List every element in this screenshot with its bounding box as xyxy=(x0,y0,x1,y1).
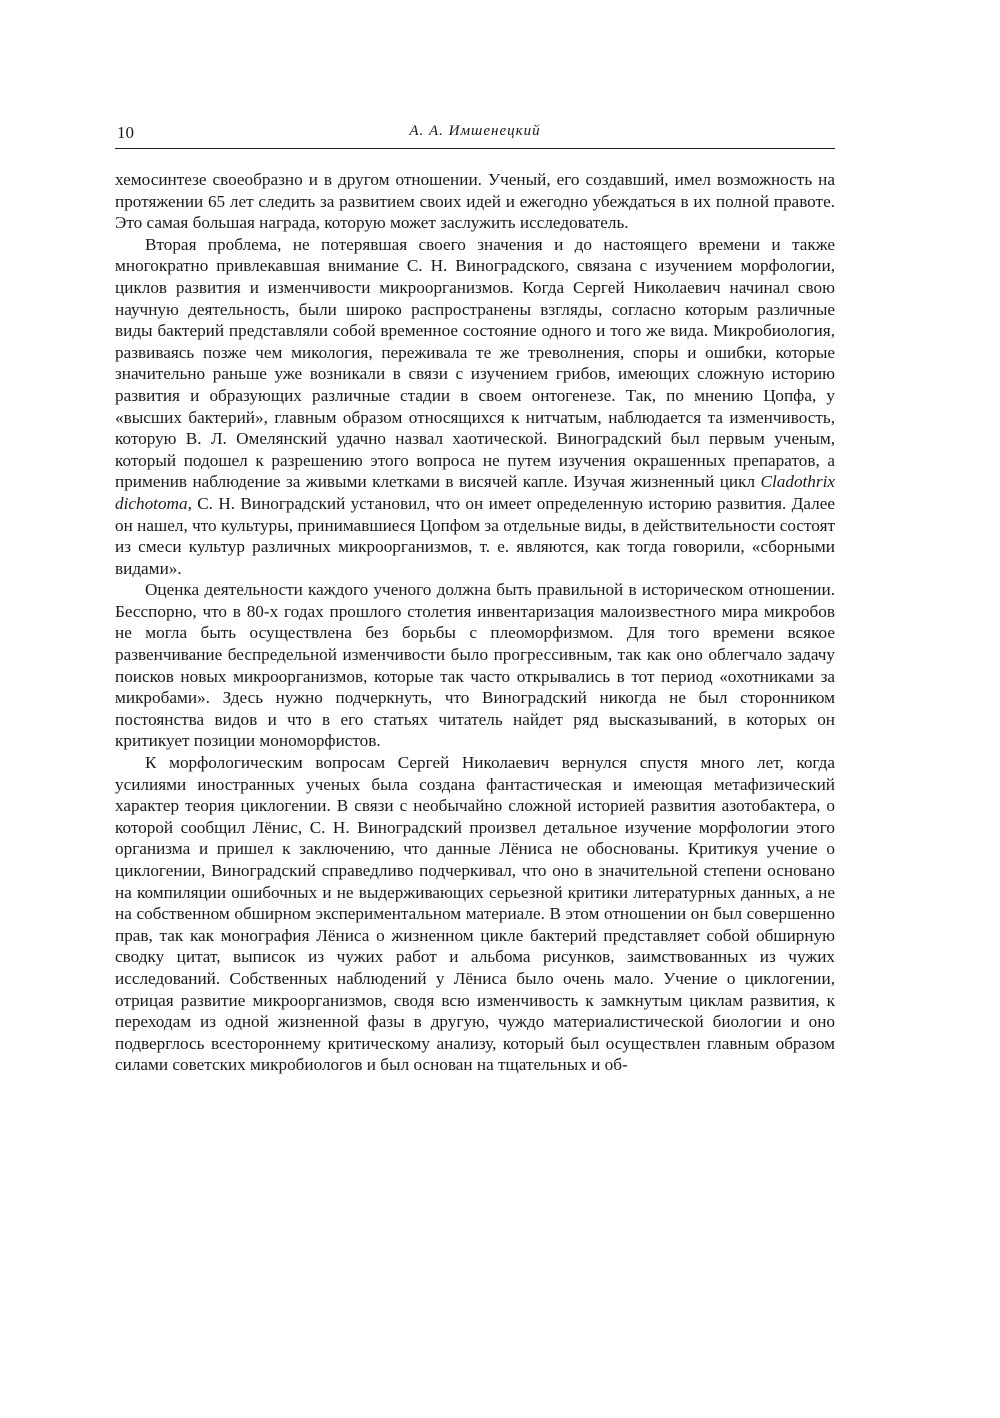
paragraph-2-text-start: Вторая проблема, не потерявшая своего значения и до настоящего времени и также многократно привлекавшая внимание С. Н. Виноградского, связана с изучением морфологии, циклов развития и изменчивости микроорганизмов. Когда Сергей Николаевич начинал свою научную деятельность, были широко распространены взгляды, согласно которым различные виды бактерий представляли собой временное состояние одного и того же вида. Микробиология, развиваясь позже чем микология, переживала те же треволнения, споры и ошибки, которые значительно раньше уже возникали в связи с изучением грибов, имеющих сложную историю развития и образующих различные стадии в своем онтогенезе. Так, по мнению Цопфа, у «высших бактерий», главным образом относящихся к нитчатым, наблюдается та изменчивость, которую В. Л. Омелянский удачно назвал хаотической. Виноградский был первым ученым, который подошел к разрешению этого вопроса не путем изучения окрашенных препаратов, а применив наблюдение за живыми клетками в висячей капле. Изучая жизненный цикл xyxy=(115,234,835,492)
running-title: А. А. Имшенецкий xyxy=(409,123,541,139)
species-name: Cladothrix dichotoma xyxy=(115,472,835,513)
paragraph-3: Оценка деятельности каждого ученого должна быть правильной в историческом отношении. Бесспорно, что в 80-х годах прошлого столетия инвентаризация малоизвестного мира микробов не могла быть осуществлена без борьбы с плеоморфизмом. Для того времени всякое развенчивание беспредельной изменчивости было прогрессивным, так как оно облегчало задачу поисков новых микроорганизмов, которые так часто открывались в тот период «охотниками за микробами». Здесь нужно подчеркнуть, что Виноградский никогда не был сторонником постоянства видов и что в его статьях читатель найдет ряд высказываний, в которых он критикует позиции мономорфистов. xyxy=(115,580,835,751)
page-number: 10 xyxy=(117,123,134,142)
body-text xyxy=(115,169,835,1076)
book-page xyxy=(115,118,835,1076)
paragraph-4: К морфологическим вопросам Сергей Николаевич вернулся спустя много лет, когда усилиями иностранных ученых была создана фантастическая и имеющая метафизический характер теория циклогении. В связи с необычайно сложной историей развития азотобактера, о которой сообщил Лёнис, С. Н. Виноградский произвел детальное изучение морфологии этого организма и пришел к заключению, что данные Лёниса не обоснованы. Критикуя учение о циклогении, Виноградский справедливо подчеркивал, что оно в значительной степени основано на компиляции ошибочных и не выдерживающих серьезной критики литературных данных, а не на собственном обширном экспериментальном материале. В этом отношении он был совершенно прав, так как монография Лёниса о жизненном цикле бактерий представляет собой обширную сводку цитат, выписок из чужих работ и альбома рисунков, заимствованных из чужих исследований. Собственных наблюдений у Лёниса было очень мало. Учение о циклогении, отрицая развитие микроорганизмов, сводя всю изменчивость к замкнутым циклам развития, к переходам из одной жизненной фазы в другую, чуждо материалистической биологии и оно подверглось всестороннему критическому анализу, который был осуществлен главным образом силами советских микробиологов и был основан на тщательных и об- xyxy=(115,753,835,1075)
paragraph-2 xyxy=(115,234,835,580)
paragraph-2-text-end: , С. Н. Виноградский установил, что он имеет определенную историю развития. Далее он нашел, что культуры, принимавшиеся Цопфом за отдельные виды, в действительности состоят из смеси культур различных микроорганизмов, т. е. являются, как тогда говорили, «сборными видами». xyxy=(115,493,835,578)
paragraph-1: хемосинтезе своеобразно и в другом отношении. Ученый, его создавший, имел возможность на протяжении 65 лет следить за развитием своих идей и ежегодно убеждаться в их полной правоте. Это самая большая награда, которую может заслужить исследователь. xyxy=(115,170,835,233)
running-header xyxy=(115,118,835,149)
